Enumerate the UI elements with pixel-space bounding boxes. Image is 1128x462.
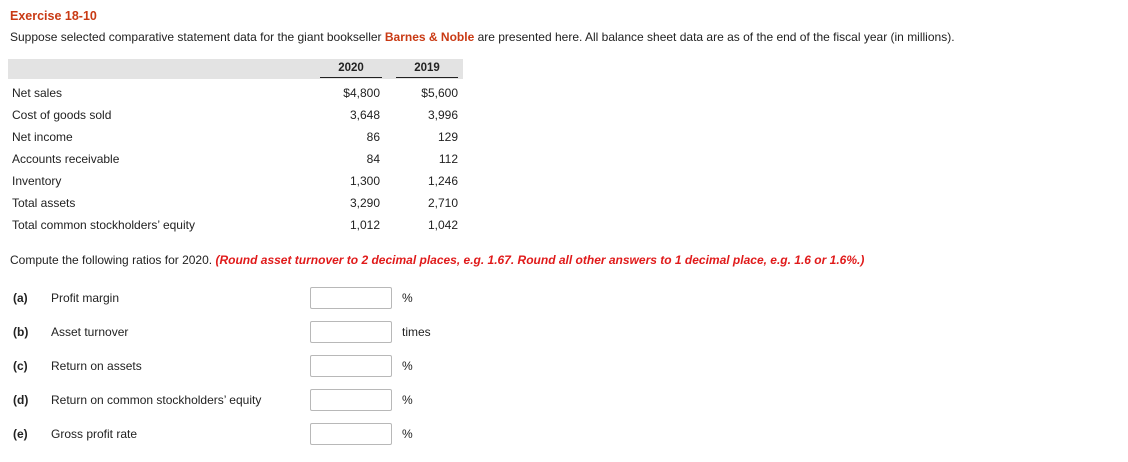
- value-2019: 1,042: [427, 218, 458, 232]
- compute-instructions: [10, 253, 864, 267]
- unit-label: %: [402, 359, 413, 373]
- value-2019: 3,996: [427, 108, 458, 122]
- row-label: Total common stockholders’ equity: [12, 218, 195, 232]
- profit-margin-input[interactable]: [310, 287, 392, 309]
- question-letter: (d): [13, 393, 29, 407]
- unit-label: %: [402, 291, 413, 305]
- row-label: Accounts receivable: [12, 152, 120, 166]
- gross-profit-rate-input[interactable]: [310, 423, 392, 445]
- value-2020: 3,290: [349, 196, 380, 210]
- return-on-equity-input[interactable]: [310, 389, 392, 411]
- value-2020: 86: [366, 130, 380, 144]
- question-letter: (a): [13, 291, 28, 305]
- row-label: Net sales: [12, 86, 63, 100]
- compute-text: Compute the following ratios for 2020.: [10, 253, 216, 267]
- column-underline-2019: [396, 77, 458, 78]
- column-header-2019: 2019: [414, 62, 440, 74]
- column-underline-2020: [320, 77, 382, 78]
- value-2020: 1,300: [349, 174, 380, 188]
- value-2020: 84: [366, 152, 380, 166]
- rounding-instruction: (Round asset turnover to 2 decimal places, e.g. 1.67. Round all other answers to 1 decimal place, e.g. 1.6 or 1.6%.): [215, 253, 865, 267]
- value-2019: 112: [438, 152, 458, 166]
- row-label: Cost of goods sold: [12, 108, 112, 122]
- unit-label: %: [402, 427, 413, 441]
- question-label: Asset turnover: [51, 325, 129, 339]
- question-letter: (b): [13, 325, 29, 339]
- question-letter: (c): [13, 359, 28, 373]
- row-label: Net income: [12, 130, 73, 144]
- question-label: Gross profit rate: [51, 427, 138, 441]
- company-name: Barnes & Noble: [384, 30, 475, 44]
- value-2020: 1,012: [349, 218, 380, 232]
- table-header-bar: [8, 59, 463, 79]
- value-2019: $5,600: [421, 86, 458, 100]
- asset-turnover-input[interactable]: [310, 321, 392, 343]
- intro-after: are presented here. All balance sheet data are as of the end of the fiscal year (in millions).: [474, 30, 955, 44]
- value-2019: 1,246: [427, 174, 458, 188]
- intro-text: [10, 30, 955, 44]
- exercise-title: Exercise 18-10: [10, 9, 97, 23]
- column-header-2020: 2020: [338, 62, 364, 74]
- unit-label: times: [402, 325, 431, 339]
- intro-before: Suppose selected comparative statement data for the giant bookseller: [10, 30, 385, 44]
- value-2019: 2,710: [427, 196, 458, 210]
- row-label: Total assets: [12, 196, 76, 210]
- question-letter: (e): [13, 427, 28, 441]
- row-label: Inventory: [12, 174, 62, 188]
- value-2019: 129: [437, 130, 458, 144]
- question-label: Return on assets: [51, 359, 142, 373]
- unit-label: %: [402, 393, 413, 407]
- question-label: Profit margin: [51, 291, 120, 305]
- question-label: Return on common stockholders’ equity: [51, 393, 262, 407]
- return-on-assets-input[interactable]: [310, 355, 392, 377]
- value-2020: 3,648: [349, 108, 380, 122]
- value-2020: $4,800: [343, 86, 380, 100]
